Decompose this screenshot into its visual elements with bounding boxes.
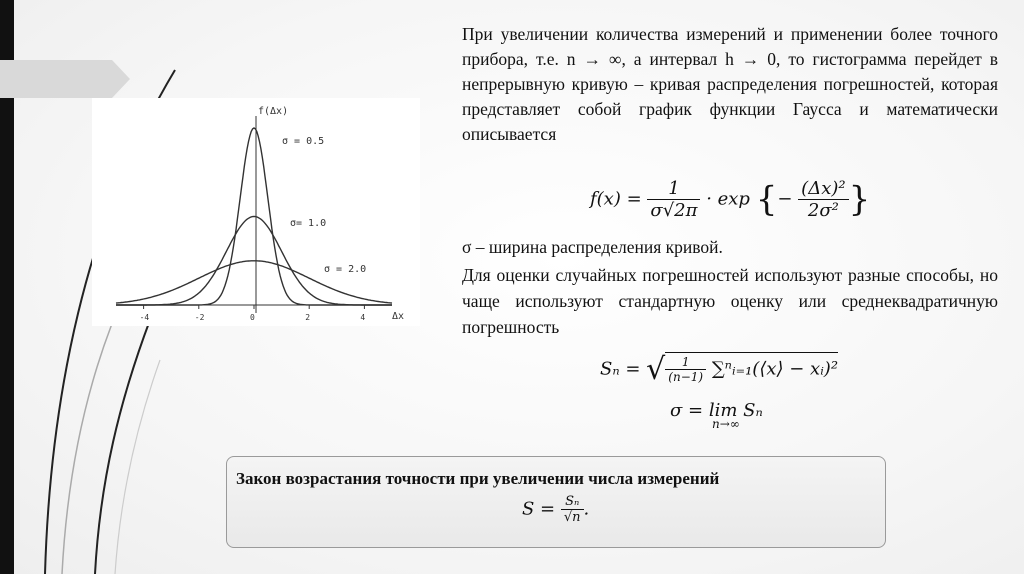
gauss-chart (92, 98, 420, 326)
sn-den: (n−1) (668, 370, 704, 384)
gauss-exp-num: (Δx)² (798, 178, 848, 200)
gauss-num: 1 (647, 178, 700, 200)
law-title: Закон возрастания точности при увеличении числа измерений (236, 469, 720, 488)
lim-text: σ = lim Sₙ (670, 400, 763, 421)
s-den: √n (563, 510, 581, 525)
legend-sigma-1-0: σ= 1.0 (290, 218, 327, 229)
sn-formula: Sₙ = √ $\frac{1}{(n-1)}$ ∑ⁿᵢ₌₁(⟨x⟩ − xᵢ)² (600, 352, 839, 387)
gauss-formula: f(x) = $\frac{1}{\sigma√2\pi}$ · exp {− $\frac{\text{(Δx)²}}{\text{2σ²}}$ } (590, 178, 871, 221)
sigma-description: σ – ширина распределения кривой. (462, 237, 723, 257)
sn-fraction (665, 355, 706, 384)
gauss-den: σ√2π (650, 200, 698, 221)
gauss-fraction (647, 178, 700, 221)
s-num: Sₙ (561, 494, 584, 510)
gauss-exp: · exp (706, 188, 750, 210)
gauss-lhs: f(x) = (590, 188, 642, 210)
legend-sigma-0-5: σ = 0.5 (282, 136, 325, 147)
sn-lhs: Sₙ = (600, 358, 641, 380)
x-axis-label: Δx (392, 311, 405, 322)
x-tick-label: 0 (250, 313, 255, 322)
gauss-exp-fraction (798, 178, 848, 221)
section-tab (0, 60, 130, 98)
x-tick-label: -4 (139, 313, 150, 322)
lim-sub: n→∞ (712, 417, 740, 431)
sn-num: 1 (665, 355, 706, 370)
s-lhs: S = (522, 498, 556, 520)
gauss-exp-den: 2σ² (807, 200, 839, 221)
s-tail: . (583, 498, 590, 520)
x-tick-label: -2 (194, 313, 205, 322)
x-tick-label: 2 (305, 313, 311, 322)
paragraph-1: При увеличении количества измерений и применении более точного прибора, т.е. n → ∞, а интервал h → 0, то гистограмма перейдет в непрерывную кривую – кривая распределения погрешностей, которая представляет собой график функции Гаусса и математически описывается (462, 24, 998, 144)
y-axis-label: f(Δx) (258, 106, 289, 117)
s-formula (522, 494, 602, 534)
intro-paragraph (462, 22, 998, 147)
legend-sigma-2-0: σ = 2.0 (324, 264, 367, 275)
sn-sum: ∑ⁿᵢ₌₁(⟨x⟩ − xᵢ)² (711, 358, 839, 380)
lim-formula (670, 400, 810, 440)
x-tick-label: 4 (360, 313, 366, 322)
s-fraction (561, 494, 584, 525)
paragraph-2: Для оценки случайных погрешностей используют разные способы, но чаще используют стандартную оценку или среднеквадратичную погрешность (462, 265, 998, 337)
